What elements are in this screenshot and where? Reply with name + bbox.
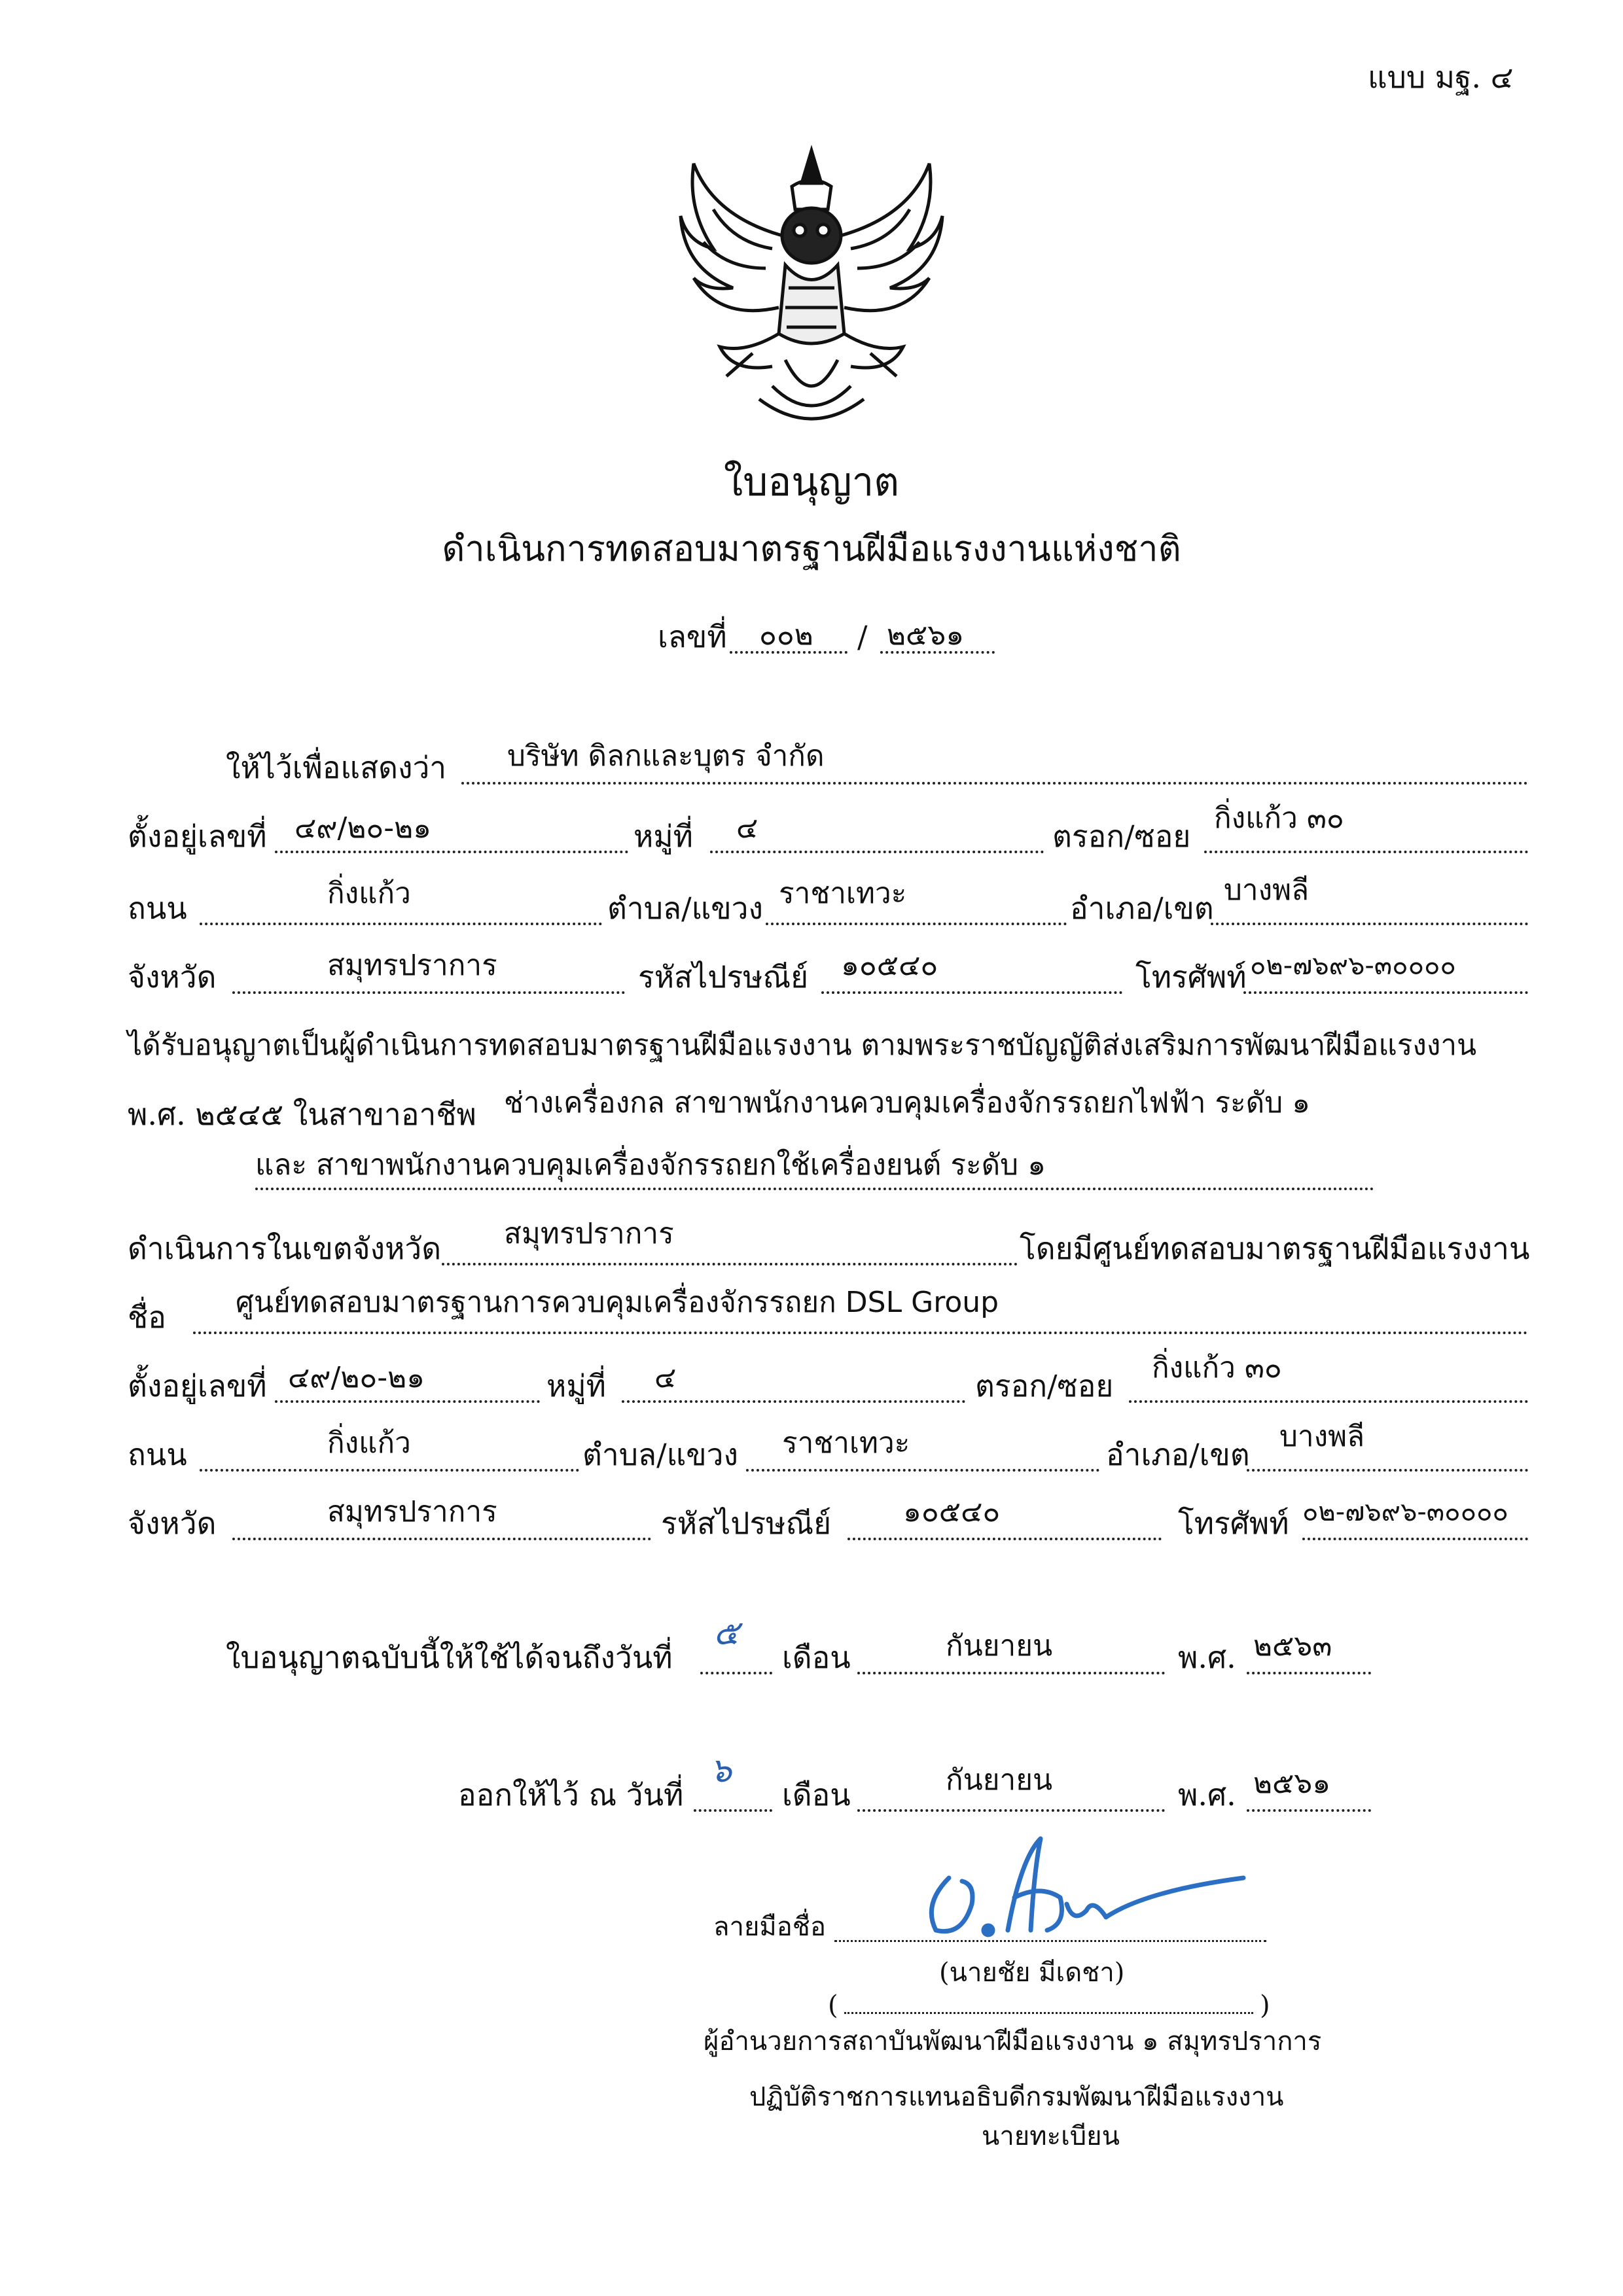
operation-province: สมุทรปราการ [504, 1217, 674, 1250]
licensee-moo-dotline [710, 851, 1044, 853]
center-tambon: ราชาเทวะ [782, 1426, 910, 1460]
document-title: ใบอนุญาต [723, 459, 900, 505]
center-tambon-label: ตำบล/แขวง [582, 1437, 738, 1472]
licensee-postal: ๑๐๕๔๐ [841, 949, 938, 982]
signer-position-line-2: ปฏิบัติราชการแทนอธิบดีกรมพัฒนาฝีมือแรงงาน [749, 2082, 1284, 2112]
validity-year: ๒๕๖๓ [1253, 1629, 1332, 1663]
licensee-name: บริษัท ดิลกและบุตร จำกัด [507, 739, 825, 773]
signer-position-line-1: ผู้อำนวยการสถาบันพัฒนาฝีมือแรงงาน ๑ สมุทรปราการ [704, 2026, 1322, 2057]
center-moo: ๔ [654, 1361, 677, 1394]
authorization-text: ได้รับอนุญาตเป็นผู้ดำเนินการทดสอบมาตรฐานฝีมือแรงงาน ตามพระราชบัญญัติส่งเสริมการพัฒนาฝีมือแรงงาน [128, 1029, 1477, 1062]
center-road-label: ถนน [128, 1437, 187, 1472]
licensee-address-no: ๔๙/๒๐-๒๑ [294, 811, 432, 845]
document-subtitle: ดำเนินการทดสอบมาตรฐานฝีมือแรงงานแห่งชาติ [442, 528, 1181, 569]
licensee-tambon: ราชาเทวะ [779, 877, 907, 910]
licensee-soi-dotline [1204, 851, 1528, 853]
licensee-phone-label: โทรศัพท์ [1135, 959, 1247, 995]
licensee-province-dotline [232, 991, 625, 994]
licensee-tambon-label: ตำบล/แขวง [607, 891, 763, 926]
center-postal-dotline [847, 1538, 1162, 1540]
center-amphoe-dotline [1247, 1469, 1528, 1472]
issued-label: ออกให้ไว้ ณ วันที่ [458, 1777, 684, 1812]
licensee-address-no-label: ตั้งอยู่เลขที่ [128, 819, 267, 854]
center-soi-label: ตรอก/ซอย [975, 1368, 1114, 1404]
license-year: ๒๕๖๑ [887, 618, 965, 652]
signature-label: ลายมือชื่อ [713, 1912, 826, 1942]
validity-month-label: เดือน [782, 1640, 851, 1675]
license-number-label: เลขที่ [658, 619, 727, 654]
issued-day-dotline [694, 1809, 772, 1812]
licensee-province: สมุทรปราการ [327, 949, 497, 982]
center-province-dotline [232, 1538, 651, 1540]
validity-year-dotline [1247, 1672, 1371, 1674]
center-amphoe: บางพลี [1279, 1420, 1365, 1453]
validity-year-label: พ.ศ. [1178, 1640, 1236, 1675]
signer-position-line-3: นายทะเบียน [982, 2121, 1120, 2151]
center-road: กิ่งแก้ว [327, 1426, 411, 1460]
center-road-dotline [200, 1469, 579, 1472]
validity-day: ๕ [713, 1614, 740, 1653]
act-year-label: พ.ศ. ๒๕๔๕ ในสาขาอาชีพ [128, 1097, 476, 1132]
license-number: ๐๐๒ [759, 618, 813, 652]
center-moo-label: หมู่ที่ [546, 1368, 606, 1404]
validity-day-dotline [700, 1672, 772, 1674]
handwritten-signature [910, 1832, 1250, 1950]
form-code: แบบ มฐ. ๔ [1368, 60, 1514, 95]
operation-province-label: ดำเนินการในเขตจังหวัด [128, 1231, 442, 1266]
licensee-amphoe-dotline [1211, 923, 1528, 925]
licensee-road-label: ถนน [128, 891, 187, 926]
licensee-soi-label: ตรอก/ซอย [1052, 819, 1191, 854]
center-tambon-dotline [746, 1469, 1099, 1472]
licensee-road: กิ่งแก้ว [327, 877, 411, 910]
licensee-phone-dotline [1243, 991, 1528, 994]
center-phone: ๐๒-๗๖๙๖-๓๐๐๐๐ [1302, 1497, 1508, 1527]
center-name-dotline [193, 1332, 1528, 1334]
center-address-no-dotline [275, 1400, 540, 1403]
center-postal: ๑๐๕๔๐ [903, 1495, 1001, 1528]
center-moo-dotline [622, 1400, 965, 1403]
center-soi: กิ่งแก้ว ๓๐ [1152, 1351, 1282, 1385]
center-phone-label: โทรศัพท์ [1178, 1506, 1289, 1541]
center-address-no-label: ตั้งอยู่เลขที่ [128, 1368, 267, 1404]
occupation-line-2: และ สาขาพนักงานควบคุมเครื่องจักรรถยกใช้เครื่องยนต์ ระดับ ๑ [255, 1148, 1046, 1182]
licensee-name-dotline [461, 782, 1528, 785]
occupation-line-2-dotline [255, 1188, 1374, 1190]
licensee-address-no-dotline [275, 851, 628, 853]
center-name: ศูนย์ทดสอบมาตรฐานการควบคุมเครื่องจักรรถยก DSL Group [236, 1286, 999, 1319]
center-amphoe-label: อำเภอ/เขต [1106, 1437, 1250, 1472]
center-name-label: ชื่อ [128, 1299, 166, 1335]
licensee-tambon-dotline [766, 923, 1067, 925]
garuda-emblem-icon [674, 137, 949, 432]
licensee-postal-label: รหัสไปรษณีย์ [638, 959, 809, 995]
occupation-line-1: ช่างเครื่องกล สาขาพนักงานควบคุมเครื่องจักรรถยกไฟฟ้า ระดับ ๑ [504, 1086, 1311, 1120]
license-number-separator: / [857, 619, 868, 654]
validity-month: กันยายน [946, 1629, 1053, 1663]
signer-name: (นายชัย มีเดชา) [939, 1958, 1125, 1988]
licensee-province-label: จังหวัด [128, 959, 217, 995]
licensee-moo: ๔ [736, 811, 758, 845]
issued-year-dotline [1247, 1809, 1371, 1812]
center-province: สมุทรปราการ [327, 1495, 497, 1528]
signer-paren-open: ( [828, 1990, 838, 2021]
licensee-road-dotline [200, 923, 602, 925]
licensee-intro-label: ให้ไว้เพื่อแสดงว่า [226, 750, 447, 785]
issued-year-label: พ.ศ. [1178, 1777, 1236, 1812]
operation-province-dotline [442, 1263, 1018, 1265]
center-phone-dotline [1302, 1538, 1528, 1540]
licensee-soi: กิ่งแก้ว ๓๐ [1214, 802, 1344, 835]
center-address-no: ๔๙/๒๐-๒๑ [288, 1361, 425, 1394]
signer-paren-close: ) [1260, 1990, 1270, 2021]
center-postal-label: รหัสไปรษณีย์ [661, 1506, 832, 1541]
center-soi-dotline [1129, 1400, 1528, 1403]
licensee-moo-label: หมู่ที่ [633, 819, 693, 854]
center-province-label: จังหวัด [128, 1506, 217, 1541]
validity-month-dotline [857, 1672, 1165, 1674]
licensee-phone: ๐๒-๗๖๙๖-๓๐๐๐๐ [1250, 951, 1456, 981]
issued-day: ๖ [710, 1751, 732, 1790]
issued-year: ๒๕๖๑ [1253, 1767, 1331, 1800]
testing-center-label: โดยมีศูนย์ทดสอบมาตรฐานฝีมือแรงงาน [1020, 1231, 1530, 1266]
licensee-postal-dotline [821, 991, 1122, 994]
licensee-amphoe: บางพลี [1224, 874, 1310, 907]
issued-month: กันยายน [946, 1763, 1053, 1797]
signer-name-dotline [844, 2012, 1253, 2014]
issued-month-dotline [857, 1809, 1165, 1812]
validity-label: ใบอนุญาตฉบับนี้ให้ใช้ได้จนถึงวันที่ [226, 1640, 673, 1675]
licensee-amphoe-label: อำเภอ/เขต [1070, 891, 1214, 926]
issued-month-label: เดือน [782, 1777, 851, 1812]
